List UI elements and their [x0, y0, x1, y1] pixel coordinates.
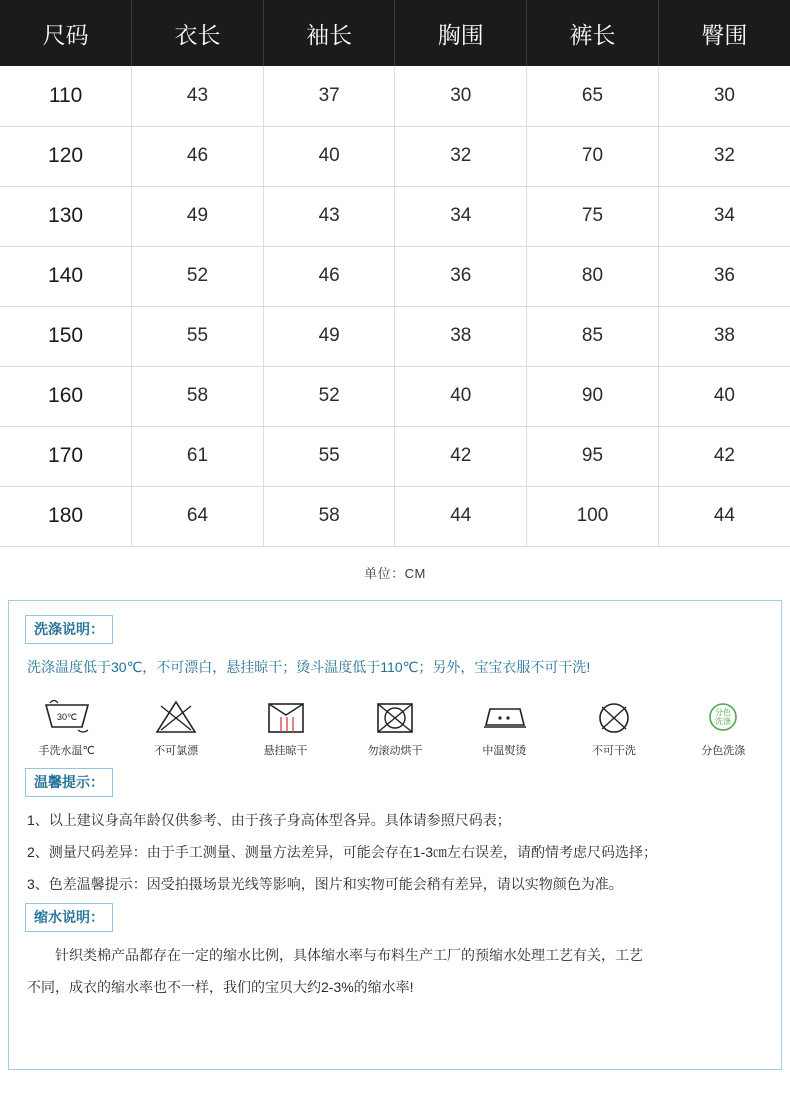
- cell-sleeve: 46: [263, 246, 395, 306]
- no-bleach-icon: [134, 694, 217, 740]
- cell-hip: 40: [658, 366, 790, 426]
- cell-size: 160: [0, 366, 132, 426]
- line-dry-icon: [244, 694, 327, 740]
- cell-size: 140: [0, 246, 132, 306]
- table-row: [0, 306, 790, 366]
- separate-wash-icon: [682, 694, 765, 740]
- cell-pants: 95: [527, 426, 659, 486]
- cell-length: 43: [132, 66, 264, 126]
- cell-bust: 44: [395, 486, 527, 546]
- no-tumble-dry-icon: [353, 694, 436, 740]
- cell-bust: 30: [395, 66, 527, 126]
- medium-iron-icon: [463, 694, 546, 740]
- cell-length: 46: [132, 126, 264, 186]
- cell-size: 130: [0, 186, 132, 246]
- table-row: [0, 66, 790, 126]
- cell-hip: 32: [658, 126, 790, 186]
- wash-symbol-caption: 不可氯漂: [154, 744, 199, 757]
- cell-hip: 30: [658, 66, 790, 126]
- column-header-hip: 臀围: [658, 0, 790, 66]
- svg-text:30℃: 30℃: [56, 711, 77, 722]
- wash-symbol-caption: 手洗水温℃: [38, 744, 95, 757]
- column-header-length: 衣长: [132, 0, 264, 66]
- cell-pants: 80: [527, 246, 659, 306]
- cell-hip: 34: [658, 186, 790, 246]
- cell-hip: 38: [658, 306, 790, 366]
- no-dry-clean-icon: [572, 694, 655, 740]
- shrink-tag: 缩水说明：: [25, 903, 113, 932]
- svg-text:洗涤: 洗涤: [715, 716, 732, 726]
- size-chart-table: [0, 0, 790, 547]
- cell-pants: 85: [527, 306, 659, 366]
- wash-symbol-caption: 中温熨烫: [482, 744, 527, 757]
- shrink-line-2: 不同，成衣的缩水率也不一样，我们的宝贝大约2-3%的缩水率!: [27, 978, 414, 995]
- wash-symbol-no-bleach: [134, 694, 217, 758]
- cell-pants: 75: [527, 186, 659, 246]
- tips-line-3: 3、色差温馨提示：因受拍摄场景光线等影响，图片和实物可能会稍有差异，请以实物颜色为准。: [27, 875, 623, 892]
- cell-bust: 34: [395, 186, 527, 246]
- wash-symbol-caption: 不可干洗: [591, 744, 636, 757]
- wash-symbol-row: [25, 694, 765, 758]
- cell-bust: 42: [395, 426, 527, 486]
- wash-symbol-line-dry: [244, 694, 327, 758]
- cell-bust: 38: [395, 306, 527, 366]
- cell-pants: 70: [527, 126, 659, 186]
- table-row: [0, 186, 790, 246]
- table-header-row: [0, 0, 790, 66]
- wash-instructions-tag: 洗涤说明：: [25, 615, 113, 644]
- tips-tag: 温馨提示：: [25, 768, 113, 797]
- wash-symbol-caption: 分色洗涤: [701, 744, 746, 757]
- column-header-sleeve: 袖长: [263, 0, 395, 66]
- tips-line-1: 1、以上建议身高年龄仅供参考、由于孩子身高体型各异。具体请参照尺码表；: [27, 811, 511, 828]
- svg-text:分色: 分色: [715, 707, 732, 717]
- cell-sleeve: 40: [263, 126, 395, 186]
- cell-bust: 36: [395, 246, 527, 306]
- cell-length: 61: [132, 426, 264, 486]
- cell-bust: 40: [395, 366, 527, 426]
- cell-hip: 44: [658, 486, 790, 546]
- cell-hip: 42: [658, 426, 790, 486]
- cell-pants: 100: [527, 486, 659, 546]
- cell-pants: 90: [527, 366, 659, 426]
- table-row: [0, 486, 790, 546]
- cell-sleeve: 37: [263, 66, 395, 126]
- cell-size: 180: [0, 486, 132, 546]
- tips-line-2: 2、测量尺码差异：由于手工测量、测量方法差异，可能会存在1-3㎝左右误差，请酌情考虑尺码选择；: [27, 843, 658, 860]
- cell-length: 58: [132, 366, 264, 426]
- hand-wash-icon: [25, 694, 108, 740]
- tips-section: [25, 768, 765, 897]
- cell-size: 170: [0, 426, 132, 486]
- column-header-pants-length: 裤长: [527, 0, 659, 66]
- size-chart-header: [0, 0, 790, 66]
- table-row: [0, 366, 790, 426]
- cell-hip: 36: [658, 246, 790, 306]
- table-row: [0, 246, 790, 306]
- cell-sleeve: 52: [263, 366, 395, 426]
- cell-bust: 32: [395, 126, 527, 186]
- wash-symbol-medium-iron: [463, 694, 546, 758]
- wash-instructions-text: 洗涤温度低于30℃，不可漂白，悬挂晾干；烫斗温度低于110℃；另外，宝宝衣服不可干洗!: [27, 658, 591, 675]
- wash-symbol-hand-wash: [25, 694, 108, 758]
- cell-size: 150: [0, 306, 132, 366]
- cell-pants: 65: [527, 66, 659, 126]
- cell-sleeve: 55: [263, 426, 395, 486]
- wash-symbol-no-tumble-dry: [353, 694, 436, 758]
- unit-label: 单位：CM: [364, 565, 426, 581]
- wash-symbol-no-dry-clean: [572, 694, 655, 758]
- table-row: [0, 126, 790, 186]
- cell-size: 120: [0, 126, 132, 186]
- size-chart-body: [0, 66, 790, 546]
- column-header-size: 尺码: [0, 0, 132, 66]
- shrink-section: [25, 903, 765, 1000]
- column-header-bust: 胸围: [395, 0, 527, 66]
- cell-sleeve: 43: [263, 186, 395, 246]
- wash-symbol-caption: 悬挂晾干: [263, 744, 308, 757]
- wash-symbol-caption: 勿滚动烘干: [367, 744, 423, 757]
- cell-sleeve: 58: [263, 486, 395, 546]
- cell-length: 55: [132, 306, 264, 366]
- cell-length: 64: [132, 486, 264, 546]
- cell-size: 110: [0, 66, 132, 126]
- shrink-line-1: 针织类棉产品都存在一定的缩水比例，具体缩水率与布料生产工厂的预缩水处理工艺有关，工艺: [55, 946, 643, 963]
- cell-length: 52: [132, 246, 264, 306]
- table-row: [0, 426, 790, 486]
- care-info-panel: [8, 600, 782, 1070]
- cell-sleeve: 49: [263, 306, 395, 366]
- cell-length: 49: [132, 186, 264, 246]
- wash-symbol-separate-wash: [682, 694, 765, 758]
